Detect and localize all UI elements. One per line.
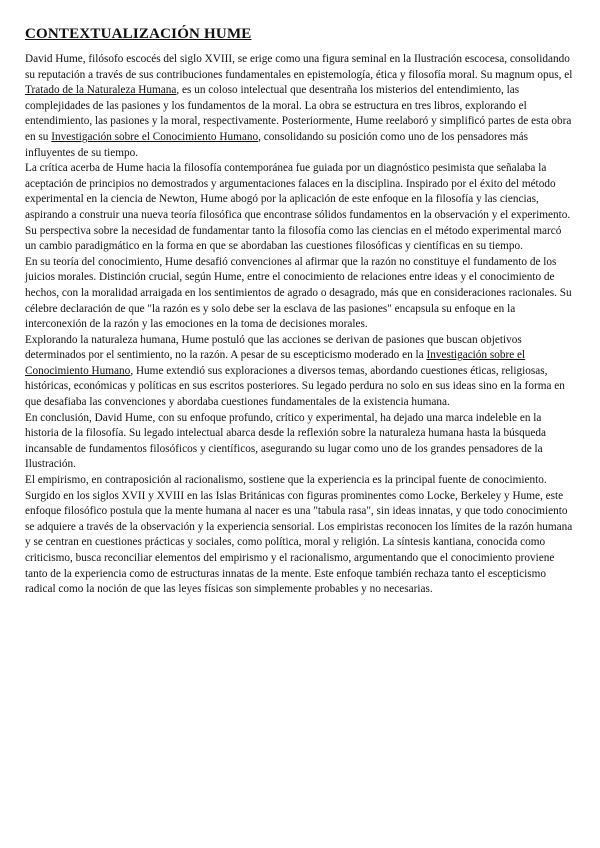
document-title: CONTEXTUALIZACIÓN HUME: [25, 26, 252, 42]
work-title-tratado: Tratado de la Naturaleza Humana: [25, 84, 177, 97]
work-title-investigacion: Investigación sobre el Conocimiento Humano: [25, 349, 526, 377]
paragraph-text: , consolidando su posición como uno de los pensadores más influyentes de su tiempo.: [25, 130, 529, 159]
paragraph-text: , es un coloso intelectual que desentraña los misterios del entendimiento, las complejidades de las pasiones y los fundamentos de la moral. La obra se estructura en tres libros, explorando el entendimiento, las pasiones y la moral, respectivamente. Posteriormente, Hume reelaboró y simplificó partes de esta obra en su: [25, 84, 572, 143]
paragraph-conocimiento: En su teoría del conocimiento, Hume desafió convenciones al afirmar que la razón no constituye el fundamento de los juicios morales. Distinción crucial, según Hume, entre el conocimiento de relaciones entre ideas y el conocimiento de hechos, con la moralidad arraigada en los sentimientos de agrado o desagrado, más que en consideraciones racionales. Su célebre declaración de que "la razón es y solo debe ser la esclava de las pasiones" encapsula su enfoque en la interconexión de la razón y las emociones en la toma de decisiones morales.: [25, 255, 572, 331]
paragraph-text: , Hume extendió sus exploraciones a diversos temas, abordando cuestiones éticas, religiosas, históricas, económicas y políticas en sus escritos posteriores. Su legado perdura no solo en sus ideas sino en la forma en que desafiaba las convenciones y abordaba cuestiones fundamentales de la existencia humana.: [25, 364, 565, 409]
paragraph-conclusion: En conclusión, David Hume, con su enfoque profundo, crítico y experimental, ha dejado una marca indeleble en la historia de la filosofía. Su legado intelectual abarca desde la reflexión sobre la naturaleza humana hasta la búsqueda incansable de fundamentos filosóficos y científicos, asegurando su lugar como uno de los grandes pensadores de la Ilustración.: [25, 411, 547, 471]
paragraph-critica: La crítica acerba de Hume hacia la filosofía contemporánea fue guiada por un diagnóstico pesimista que señalaba la aceptación de principios no demostrados y argumentaciones falaces en la disciplina. Inspirado por el éxito del método experimental en la ciencia de Newton, Hume abogó por la aplicación de este enfoque en la filosofía y las ciencias, aspirando a construir una nueva teoría filosófica que encontrase sólidos fundamentos en la observación y el experimento. Su perspectiva sobre la necesidad de fundamentar tanto la filosofía como las ciencias en el método experimental marcó un cambio paradigmático en la forma en que se abordaban las cuestiones filosóficas y científicas en su tiempo.: [25, 162, 571, 253]
paragraph-naturaleza-humana: [25, 333, 574, 411]
paragraph-empirismo: El empirismo, en contraposición al racionalismo, sostiene que la experiencia es la principal fuente de conocimiento. Surgido en los siglos XVII y XVIII en las Islas Británicas con figuras prominentes como Locke, Berkeley y Hume, este enfoque filosófico postula que la mente humana al nacer es una "tabula rasa", sin ideas innatas, y que todo conocimiento se adquiere a través de la observación y la experiencia sensorial. Los empiristas reconocen los límites de la razón humana y se centran en cuestiones prácticas y sociales, como política, moral y religión. La síntesis kantiana, conocida como criticismo, busca reconciliar elementos del empirismo y el racionalismo, argumentando que el conocimiento proviene tanto de la experiencia como de estructuras innatas de la mente. Este enfoque también rechaza tanto el escepticismo radical como la noción de que las leyes físicas son simplemente probables y no necesarias.: [25, 474, 573, 596]
paragraph-intro: [25, 52, 574, 161]
work-title-investigacion: Investigación sobre el Conocimiento Humano: [51, 130, 259, 143]
paragraph-text: David Hume, filósofo escocés del siglo XVIII, se erige como una figura seminal en la Ilustración escocesa, consolidando su reputación a través de sus contribuciones fundamentales en epistemología, ética y filosofía moral. Su magnum opus, el: [25, 53, 573, 81]
paragraph-text: Explorando la naturaleza humana, Hume postuló que las acciones se derivan de pasiones que buscan objetivos determinados por el sentimiento, no la razón. A pesar de su escepticismo moderado en la: [25, 333, 522, 362]
